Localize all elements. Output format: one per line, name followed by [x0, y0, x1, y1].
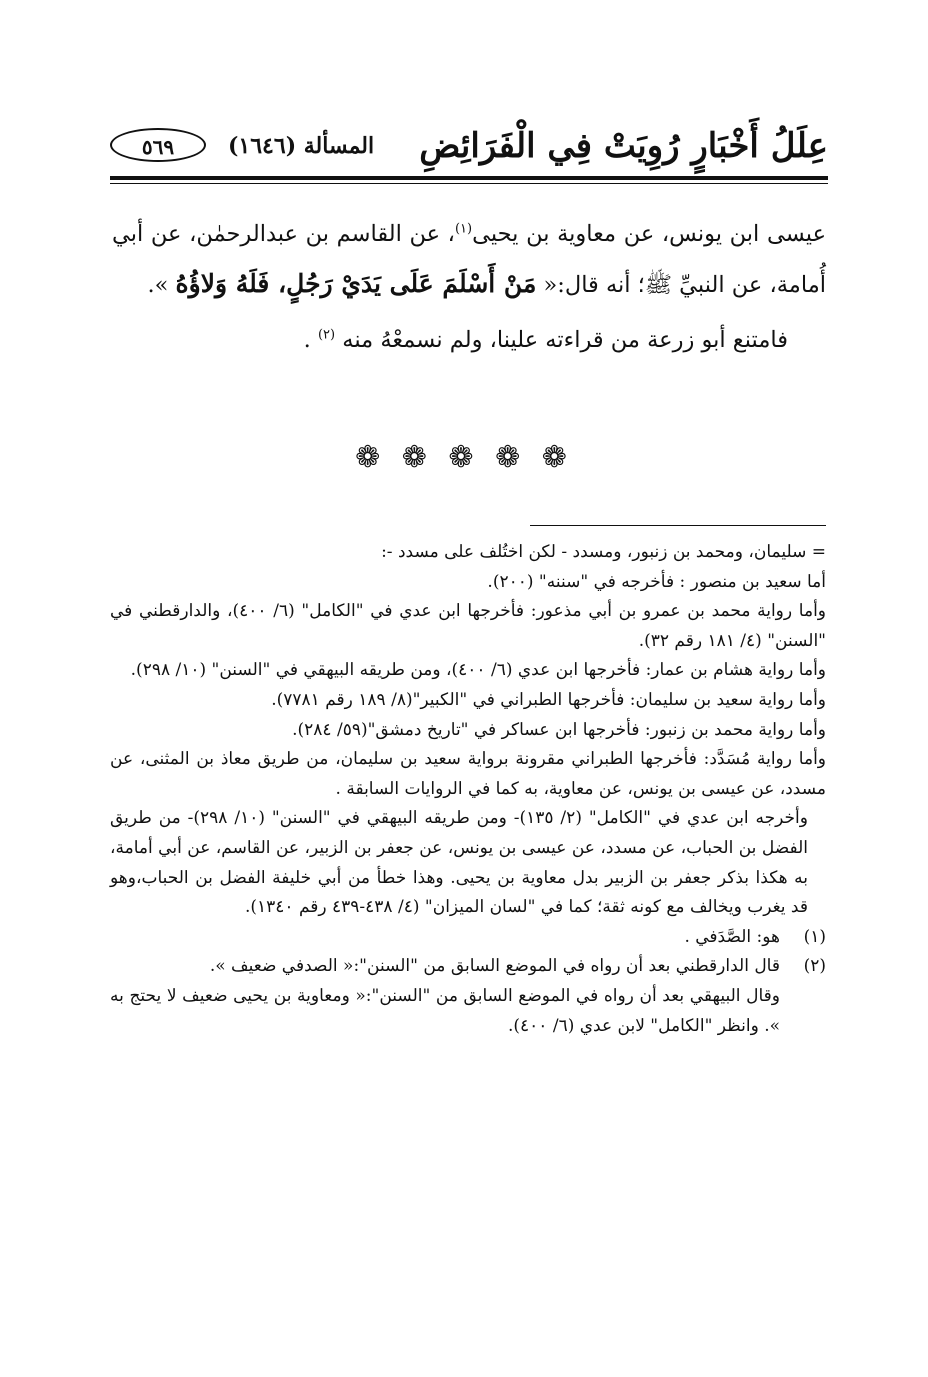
- paragraph-1-text-c: ».: [147, 272, 176, 298]
- footnote-line: أما سعيد بن منصور : فأخرجه في "سننه" (٢٠٠).: [487, 571, 826, 592]
- footnote-1-text: هو: الصَّدَفي .: [684, 926, 780, 947]
- header-rule-thick: [110, 176, 828, 180]
- paragraph-1-text-a: عيسى ابن يونس، عن معاوية بن يحيى: [472, 221, 826, 247]
- main-paragraph-1: [112, 210, 826, 310]
- section-divider-ornament: ❁ ❁ ❁ ❁ ❁: [355, 440, 573, 475]
- footnote-2-text: قال الدارقطني بعد أن رواه في الموضع السابق من "السنن":« الصدفي ضعيف ».: [209, 956, 780, 977]
- header-rule-thin: [110, 183, 828, 184]
- footnote-line: = سليمان، ومحمد بن زنبور، ومسدد - لكن اختُلف على مسدد -:: [381, 542, 826, 562]
- footnote-line: وأخرجه ابن عدي في "الكامل" (٢/ ١٣٥)- ومن طريقه البيهقي في "السنن" (١٠/ ٢٩٨)- من طريق الفضل بن الحباب، عن مسدد، عن عيسى بن يونس، عن جعفر بن الزبير، عن القاسم، عن أبي أمامة، به هكذا بذكر جعفر بن الزبير بدل معاوية بن يحيى. وهذا خطأ من أبي خليفة الفضل بن الحباب،وهو قد يغرب ويخالف مع كونه ثقة؛ كما في "لسان الميزان" (٤/ ٤٣٨-٤٣٩ رقم ١٣٤٠).: [110, 808, 808, 918]
- running-title: عِلَلُ أَخْبَارٍ رُوِيَتْ فِي الْفَرَائِضِ: [419, 126, 828, 166]
- footnote-ref-2: (٢): [317, 327, 336, 343]
- footnote-ref-1: (١): [454, 221, 473, 237]
- paragraph-2-text-a: فامتنع أبو زرعة من قراءته علينا، ولم نسمعْهُ منه: [342, 327, 788, 353]
- hadith-quote: مَنْ أَسْلَمَ عَلَى يَدَيْ رَجُلٍ، فَلَهُ وَلاؤُهُ: [175, 269, 537, 298]
- footnote-line: وأما رواية سعيد بن سليمان: فأخرجها الطبراني في "الكبير"(٨/ ١٨٩ رقم ٧٧٨١).: [271, 689, 826, 710]
- main-text: [112, 210, 826, 365]
- paragraph-2-text-b: .: [303, 327, 311, 353]
- issue-number: المسألة (١٦٤٦): [228, 133, 375, 159]
- footnote-1: [110, 923, 826, 953]
- footnote-line: وأما رواية محمد بن عمرو بن أبي مذعور: فأخرجها ابن عدي في "الكامل" (٦/ ٤٠٠)، والدارقطني في "السنن" (٤/ ١٨١ رقم ٣٢).: [110, 601, 827, 651]
- page-header: [110, 118, 828, 178]
- page-number-badge: ٥٦٩: [110, 128, 206, 162]
- footnote-2-number: (٢): [803, 956, 826, 977]
- footnote-line: وأما رواية هشام بن عمار: فأخرجها ابن عدي (٦/ ٤٠٠)، ومن طريقه البيهقي في "السنن" (١٠/ ٢٩٨).: [130, 660, 826, 681]
- footnote-separator: [530, 525, 826, 526]
- footnotes: [110, 538, 826, 1041]
- footnote-2: [110, 952, 826, 982]
- paragraph-1-text-b: ، عن القاسم بن عبدالرحمٰن، عن أبي أُمامة، عن النبيِّ ﷺ؛ أنه قال:«: [112, 221, 826, 298]
- main-paragraph-2: [112, 316, 826, 365]
- footnote-line: وأما رواية مُسَدَّد: فأخرجها الطبراني مقرونة برواية سعيد بن سليمان، من طريق معاذ بن المثنى، عن مسدد، عن عيسى بن يونس، عن معاوية، به كما في الروايات السابقة .: [110, 749, 826, 799]
- footnote-2-continuation: وقال البيهقي بعد أن رواه في الموضع السابق من "السنن":« ومعاوية بن يحيى ضعيف لا يحتج به ». وانظر "الكامل" لابن عدي (٦/ ٤٠٠).: [110, 985, 780, 1036]
- footnote-line: وأما رواية محمد بن زنبور: فأخرجها ابن عساكر في "تاريخ دمشق"(٥٩/ ٢٨٤).: [292, 719, 826, 740]
- footnote-1-number: (١): [803, 926, 826, 947]
